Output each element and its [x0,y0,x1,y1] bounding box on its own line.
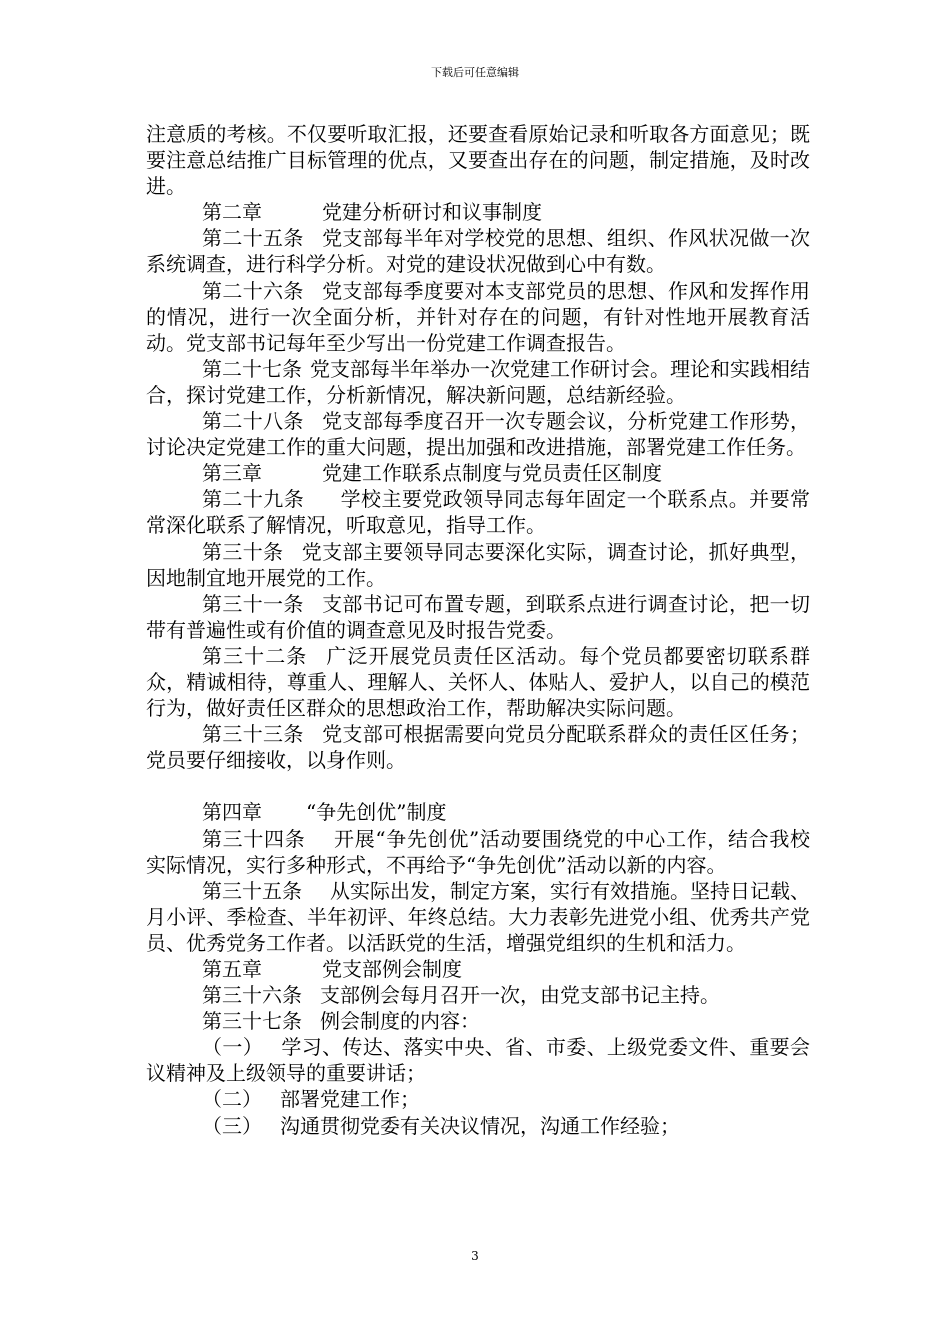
article-35 [146,878,810,956]
document-body [146,121,810,1139]
chapter-title: 党建分析研讨和议事制度 [322,200,542,225]
chapter-title: “争先创优”制度 [306,800,447,825]
article-33 [146,721,810,773]
chapter-5-heading [146,956,810,982]
chapter-number: 第四章 [202,800,262,825]
article-text: 学校主要党政领导同志每年固定一个联系点。并要常常深化联系了解情况，听取意见，指导工作。 [146,487,811,538]
blank-line [146,773,810,799]
article-32 [146,643,810,721]
list-item-number: （一） [202,1035,264,1060]
article-26 [146,278,810,356]
chapter-3-heading [146,460,810,486]
article-number: 第三十一条 [202,591,304,616]
article-number: 第二十八条 [202,409,304,434]
page-number: 3 [471,1249,479,1263]
article-number: 第三十四条 [202,826,306,851]
paragraph-p1: 注意质的考核。不仅要听取汇报，还要查看原始记录和听取各方面意见；既要注意总结推广目标管理的优点，又要查出存在的问题，制定措施，及时改进。 [146,122,810,199]
page-header: 下载后可任意编辑 [431,66,519,79]
article-number: 第三十三条 [202,722,304,747]
article-text: 党支部每半年举办一次党建工作研讨会。理论和实践相结合，探讨党建工作，分析新情况，解决新问题，总结新经验。 [146,356,810,407]
chapter-title: 党支部例会制度 [322,957,462,981]
chapter-number: 第二章 [202,200,262,225]
article-text: 支部书记可布置专题，到联系点进行调查讨论，把一切带有普遍性或有价值的调查意见及时报告党委。 [146,591,811,642]
list-item-number: （三） [202,1113,262,1138]
chapter-4-heading [146,799,810,825]
article-number: 第三十条 [202,539,284,564]
article-number: 第三十六条 [202,983,302,1008]
article-number: 第三十五条 [202,878,302,903]
list-item-text: 沟通贯彻党委有关决议情况，沟通工作经验； [280,1113,680,1138]
article-text: 党支部可根据需要向党员分配联系群众的责任区任务；党员要仔细接收，以身作则。 [146,722,811,773]
article-29 [146,486,810,538]
chapter-2-heading [146,199,810,225]
article-number: 第三十七条 [202,1009,302,1034]
article-text: 从实际出发，制定方案，实行有效措施。坚持日记载、月小评、季检查、半年初评、年终总结。大力表彰先进党小组、优秀共产党员、优秀党务工作者。以活跃党的生活，增强党组织的生机和活力。 [146,878,810,955]
article-34 [146,826,810,878]
list-item-text: 部署党建工作； [280,1087,420,1112]
article-text: 例会制度的内容： [320,1009,480,1034]
article-36 [146,982,810,1008]
article-number: 第二十九条 [202,487,305,512]
article-37 [146,1008,810,1034]
chapter-title: 党建工作联系点制度与党员责任区制度 [322,461,662,486]
article-25 [146,225,810,277]
article-number: 第三十二条 [202,643,308,668]
article-text: 广泛开展党员责任区活动。每个党员都要密切联系群众，精诚相待，尊重人、理解人、关怀人、体贴人、爱护人，以自己的模范行为，做好责任区群众的思想政治工作，帮助解决实际问题。 [146,643,811,721]
article-30 [146,539,810,591]
article-text: 党支部每半年对学校党的思想、组织、作风状况做一次系统调查，进行科学分析。对党的建设状况做到心中有数。 [146,226,811,277]
article-text: 党支部每季度要对本支部党员的思想、作风和发挥作用的情况，进行一次全面分析，并针对存在的问题，有针对性地开展教育活动。党支部书记每年至少写出一份党建工作调查报告。 [146,278,811,355]
article-number: 第二十七条 [202,356,302,381]
article-text: 支部例会每月召开一次，由党支部书记主持。 [320,983,720,1008]
article-31 [146,591,810,643]
article-number: 第二十六条 [202,278,304,303]
list-item-text: 学习、传达、落实中央、省、市委、上级党委文件、重要会议精神及上级领导的重要讲话； [146,1035,811,1086]
chapter-number: 第五章 [202,957,262,981]
article-text: 开展“争先创优”活动要围绕党的中心工作，结合我校实际情况，实行多种形式，不再给予“争先创优”活动以新的内容。 [146,826,811,877]
article-text: 党支部主要领导同志要深化实际，调查讨论，抓好典型，因地制宜地开展党的工作。 [146,539,811,590]
article-27 [146,356,810,408]
list-item-number: （二） [202,1087,262,1112]
list-item-2 [146,1086,810,1112]
list-item-3 [146,1113,810,1139]
article-text: 党支部每季度召开一次专题会议，分析党建工作形势，讨论决定党建工作的重大问题，提出加强和改进措施，部署党建工作任务。 [146,409,811,460]
chapter-number: 第三章 [202,461,262,486]
article-number: 第二十五条 [202,226,304,251]
list-item-1 [146,1034,810,1086]
article-28 [146,408,810,460]
